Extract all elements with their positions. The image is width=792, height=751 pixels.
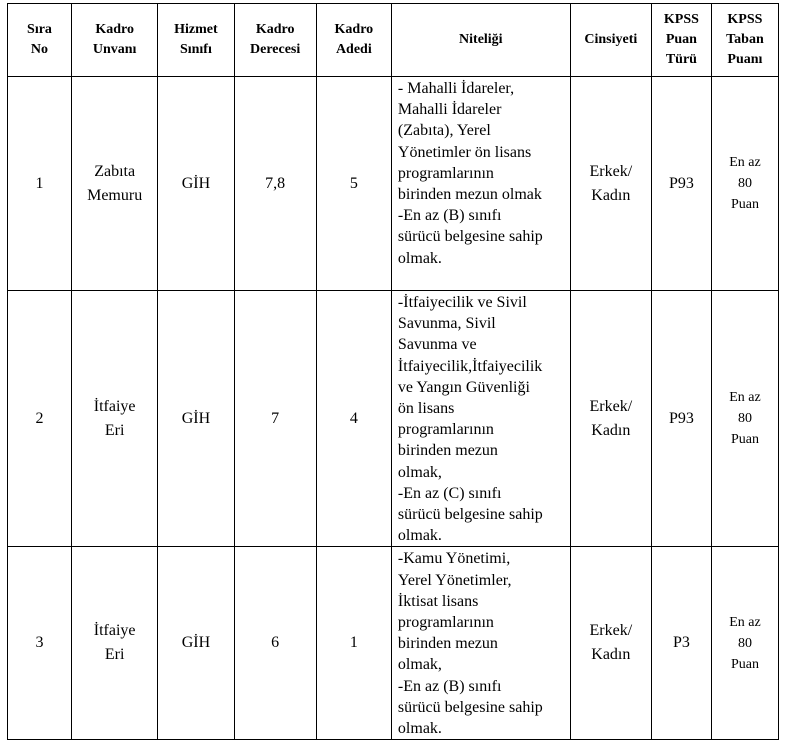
cell-kadro-adedi: 4 <box>316 291 391 547</box>
cell-kpss-taban-puani: En az 80 Puan <box>711 547 778 740</box>
header-sira-no: Sıra No <box>8 4 72 77</box>
cell-sira-no: 3 <box>8 547 72 740</box>
cell-cinsiyeti: Erkek/ Kadın <box>570 77 651 291</box>
header-kadro-unvani: Kadro Unvanı <box>71 4 157 77</box>
header-niteligi: Niteliği <box>391 4 570 77</box>
cell-kadro-derecesi: 6 <box>234 547 316 740</box>
cell-kadro-derecesi: 7 <box>234 291 316 547</box>
cell-niteligi: -Kamu Yönetimi, Yerel Yönetimler, İktisat lisans programlarının birinden mezun olmak, -En az (B) sınıfı sürücü belgesine sahip olmak. <box>391 547 570 740</box>
cell-sira-no: 2 <box>8 291 72 547</box>
table-row <box>8 291 779 547</box>
cell-kadro-unvani: İtfaiye Eri <box>71 291 157 547</box>
kadro-table-wrapper <box>7 3 779 740</box>
cell-kpss-puan-turu: P93 <box>651 291 711 547</box>
cell-hizmet-sinifi: GİH <box>158 77 234 291</box>
cell-kadro-adedi: 1 <box>316 547 391 740</box>
kadro-table <box>7 3 779 740</box>
cell-niteligi: -İtfaiyecilik ve Sivil Savunma, Sivil Savunma ve İtfaiyecilik,İtfaiyecilik ve Yangın Güvenliği ön lisans programlarının birinden mezun olmak, -En az (C) sınıfı sürücü belgesine sahip olmak. <box>391 291 570 547</box>
cell-kpss-puan-turu: P93 <box>651 77 711 291</box>
table-row <box>8 547 779 740</box>
cell-cinsiyeti: Erkek/ Kadın <box>570 291 651 547</box>
table-row <box>8 77 779 291</box>
cell-kadro-derecesi: 7,8 <box>234 77 316 291</box>
cell-kadro-unvani: Zabıta Memuru <box>71 77 157 291</box>
cell-sira-no: 1 <box>8 77 72 291</box>
cell-kadro-adedi: 5 <box>316 77 391 291</box>
cell-kpss-taban-puani: En az 80 Puan <box>711 291 778 547</box>
header-kpss-puan-turu: KPSS Puan Türü <box>651 4 711 77</box>
cell-cinsiyeti: Erkek/ Kadın <box>570 547 651 740</box>
header-row <box>8 4 779 77</box>
header-hizmet-sinifi: Hizmet Sınıfı <box>158 4 234 77</box>
cell-niteligi: - Mahalli İdareler, Mahalli İdareler (Zabıta), Yerel Yönetimler ön lisans programlarının birinden mezun olmak -En az (B) sınıfı sürücü belgesine sahip olmak. <box>391 77 570 291</box>
cell-kpss-puan-turu: P3 <box>651 547 711 740</box>
header-cinsiyeti: Cinsiyeti <box>570 4 651 77</box>
cell-kpss-taban-puani: En az 80 Puan <box>711 77 778 291</box>
header-kadro-adedi: Kadro Adedi <box>316 4 391 77</box>
cell-kadro-unvani: İtfaiye Eri <box>71 547 157 740</box>
header-kadro-derecesi: Kadro Derecesi <box>234 4 316 77</box>
cell-hizmet-sinifi: GİH <box>158 291 234 547</box>
header-kpss-taban-puani: KPSS Taban Puanı <box>711 4 778 77</box>
cell-hizmet-sinifi: GİH <box>158 547 234 740</box>
